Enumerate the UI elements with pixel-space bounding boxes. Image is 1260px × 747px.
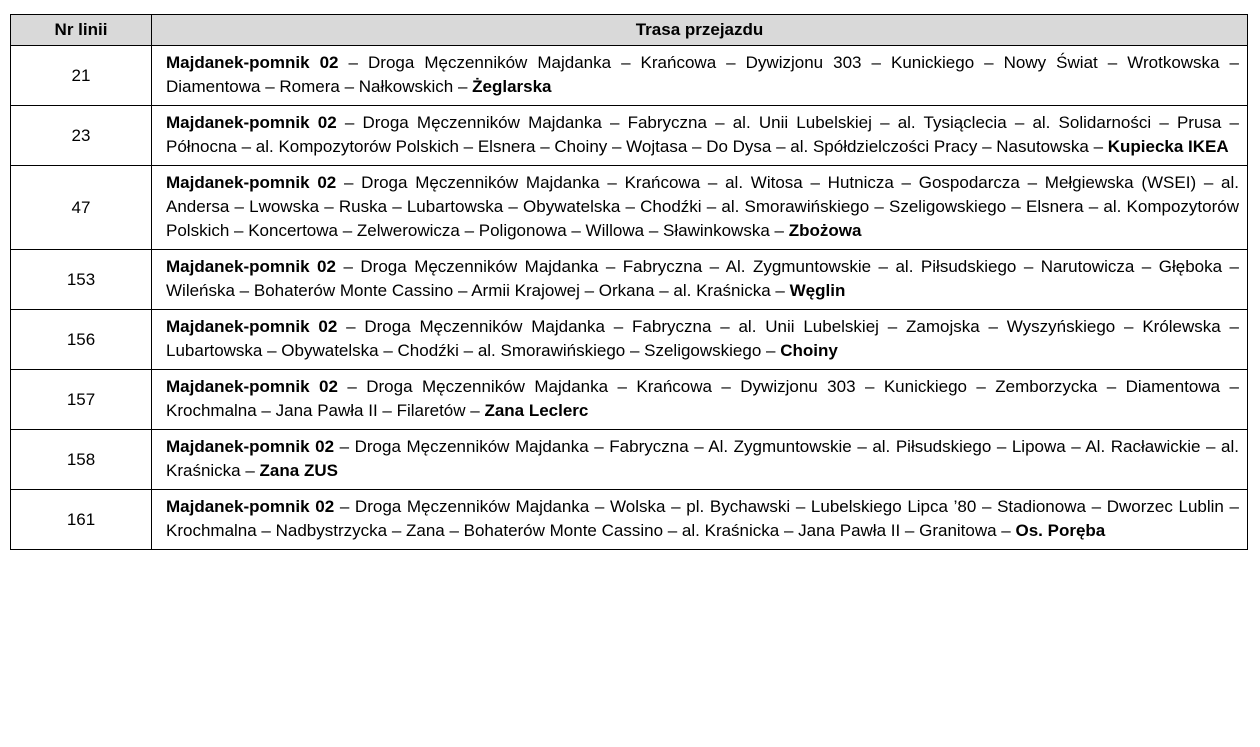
- route-via: – Droga Męczenników Majdanka – Fabryczna – al. Unii Lubelskiej – Zamojska – Wyszyńskiego – Królewska – Lubartowska – Obywatelska – Chodźki – al. Smorawińskiego – Szeligowskiego –: [166, 317, 1239, 360]
- route-start: Majdanek-pomnik 02: [166, 437, 335, 456]
- route-via: – Droga Męczenników Majdanka – Fabryczna – al. Unii Lubelskiej – al. Tysiąclecia – al. Solidarności – Prusa – Północna – al. Kompozytorów Polskich – Elsnera – Choiny – Wojtasa – Do Dysa – al. Spółdzielczości Pracy – Nasutowska –: [166, 113, 1239, 156]
- header-route: Trasa przejazdu: [152, 15, 1248, 46]
- route-start: Majdanek-pomnik 02: [166, 377, 338, 396]
- route-start: Majdanek-pomnik 02: [166, 257, 336, 276]
- route-end: Os. Poręba: [1015, 521, 1106, 540]
- table-row: [11, 250, 1248, 310]
- route-end: Choiny: [780, 341, 838, 360]
- route-via: – Droga Męczenników Majdanka – Krańcowa – Dywizjonu 303 – Kunickiego – Zemborzycka – Diamentowa – Krochmalna – Jana Pawła II – Filaretów –: [166, 377, 1239, 420]
- route-cell: [152, 310, 1248, 370]
- route-via: – Droga Męczenników Majdanka – Wolska – pl. Bychawski – Lubelskiego Lipca ’80 – Stadionowa – Dworzec Lublin – Krochmalna – Nadbystrzycka – Zana – Bohaterów Monte Cassino – al. Kraśnicka – Jana Pawła II – Granitowa –: [166, 497, 1239, 540]
- route-start: Majdanek-pomnik 02: [166, 53, 339, 72]
- line-number: 23: [11, 106, 152, 166]
- route-start: Majdanek-pomnik 02: [166, 317, 338, 336]
- route-end: Zbożowa: [788, 221, 862, 240]
- route-via: – Droga Męczenników Majdanka – Krańcowa – Dywizjonu 303 – Kunickiego – Nowy Świat – Wrotkowska – Diamentowa – Romera – Nałkowskich –: [166, 53, 1239, 96]
- table-row: [11, 166, 1248, 250]
- route-end: Zana ZUS: [259, 461, 338, 480]
- line-number: 21: [11, 46, 152, 106]
- table-row: [11, 310, 1248, 370]
- table-header-row: [11, 15, 1248, 46]
- table-row: [11, 46, 1248, 106]
- line-number: 161: [11, 490, 152, 550]
- route-cell: [152, 106, 1248, 166]
- table-row: [11, 106, 1248, 166]
- route-end: Węglin: [789, 281, 846, 300]
- route-via: – Droga Męczenników Majdanka – Fabryczna – Al. Zygmuntowskie – al. Piłsudskiego – Lipowa – Al. Racławickie – al. Kraśnicka –: [166, 437, 1239, 480]
- route-start: Majdanek-pomnik 02: [166, 497, 335, 516]
- route-via: – Droga Męczenników Majdanka – Fabryczna – Al. Zygmuntowskie – al. Piłsudskiego – Narutowicza – Głęboka – Wileńska – Bohaterów Monte Cassino – Armii Krajowej – Orkana – al. Kraśnicka –: [166, 257, 1239, 300]
- route-start: Majdanek-pomnik 02: [166, 113, 337, 132]
- route-cell: [152, 46, 1248, 106]
- route-cell: [152, 370, 1248, 430]
- line-number: 153: [11, 250, 152, 310]
- route-cell: [152, 166, 1248, 250]
- route-start: Majdanek-pomnik 02: [166, 173, 337, 192]
- table-row: [11, 490, 1248, 550]
- route-cell: [152, 490, 1248, 550]
- header-line-number: Nr linii: [11, 15, 152, 46]
- route-end: Zana Leclerc: [484, 401, 589, 420]
- route-end: Kupiecka IKEA: [1107, 137, 1229, 156]
- line-number: 158: [11, 430, 152, 490]
- table-row: [11, 370, 1248, 430]
- routes-table-container: [10, 14, 1248, 550]
- table-row: [11, 430, 1248, 490]
- route-via: – Droga Męczenników Majdanka – Krańcowa – al. Witosa – Hutnicza – Gospodarcza – Mełgiewska (WSEI) – al. Andersa – Lwowska – Ruska – Lubartowska – Obywatelska – Chodźki – al. Smorawińskiego – Szeligowskiego – Elsnera – al. Kompozytorów Polskich – Koncertowa – Zelwerowicza – Poligonowa – Willowa – Sławinkowska –: [166, 173, 1239, 240]
- line-number: 157: [11, 370, 152, 430]
- routes-table: [10, 14, 1248, 550]
- route-cell: [152, 430, 1248, 490]
- route-end: Żeglarska: [472, 77, 552, 96]
- line-number: 47: [11, 166, 152, 250]
- route-cell: [152, 250, 1248, 310]
- line-number: 156: [11, 310, 152, 370]
